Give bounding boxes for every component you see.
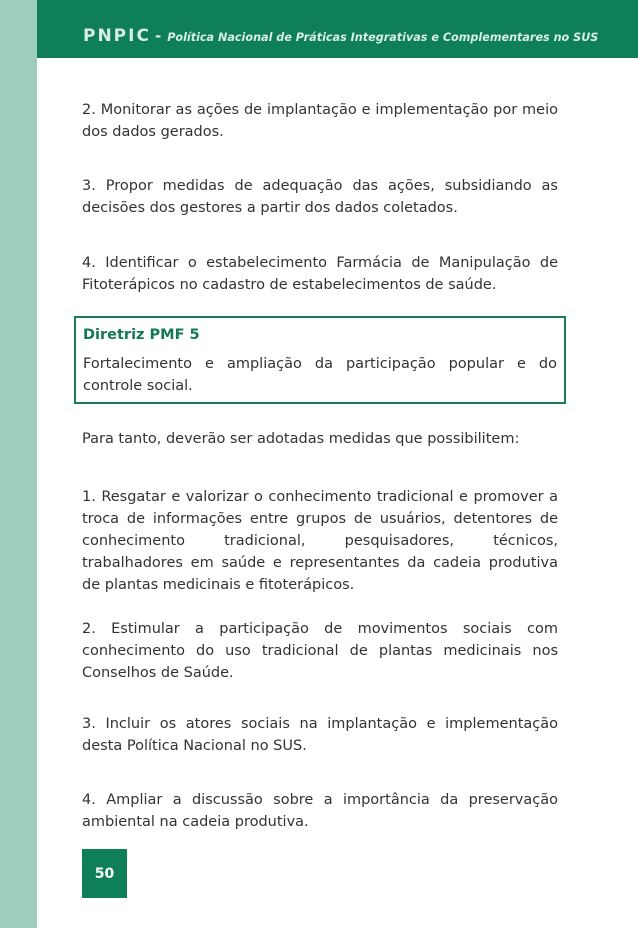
measure-item-1: 1. Resgatar e valorizar o conhecimento tradicional e promover a troca de informações entre grupos de usuários, detentores de conhecimento tradicional, pesquisadores, técnicos, trabalhadores em saúde e representantes da cadeia produtiva de plantas medicinais e fitoterápicos. [82,489,558,593]
page-number: 50 [82,849,127,898]
measure-item-4: 4. Ampliar a discussão sobre a importância da preservação ambiental na cadeia produtiva. [82,792,558,830]
paragraph-item-2: 2. Monitorar as ações de implantação e implementação por meio dos dados gerados. [82,102,558,140]
header-subtitle: Política Nacional de Práticas Integrativas e Complementares no SUS [167,31,599,44]
intro-paragraph: Para tanto, deverão ser adotadas medidas que possibilitem: [82,431,520,447]
paragraph-item-4: 4. Identificar o estabelecimento Farmácia de Manipulação de Fitoterápicos no cadastro de estabelecimentos de saúde. [82,255,558,293]
measure-item-2: 2. Estimular a participação de movimentos sociais com conhecimento do uso tradicional de plantas medicinais nos Conselhos de Saúde. [82,621,558,681]
guideline-box [74,316,566,404]
measure-item-3: 3. Incluir os atores sociais na implantação e implementação desta Política Nacional no SUS. [82,716,558,754]
guideline-title: Diretriz PMF 5 [83,327,200,343]
guideline-text: Fortalecimento e ampliação da participação popular e do controle social. [83,356,557,394]
header-brand: PNPIC [83,26,151,46]
side-band [0,0,37,928]
page-header [37,0,638,58]
header-title [83,26,598,46]
header-separator: - [154,27,162,45]
paragraph-item-3: 3. Propor medidas de adequação das ações, subsidiando as decisões dos gestores a partir dos dados coletados. [82,178,558,216]
